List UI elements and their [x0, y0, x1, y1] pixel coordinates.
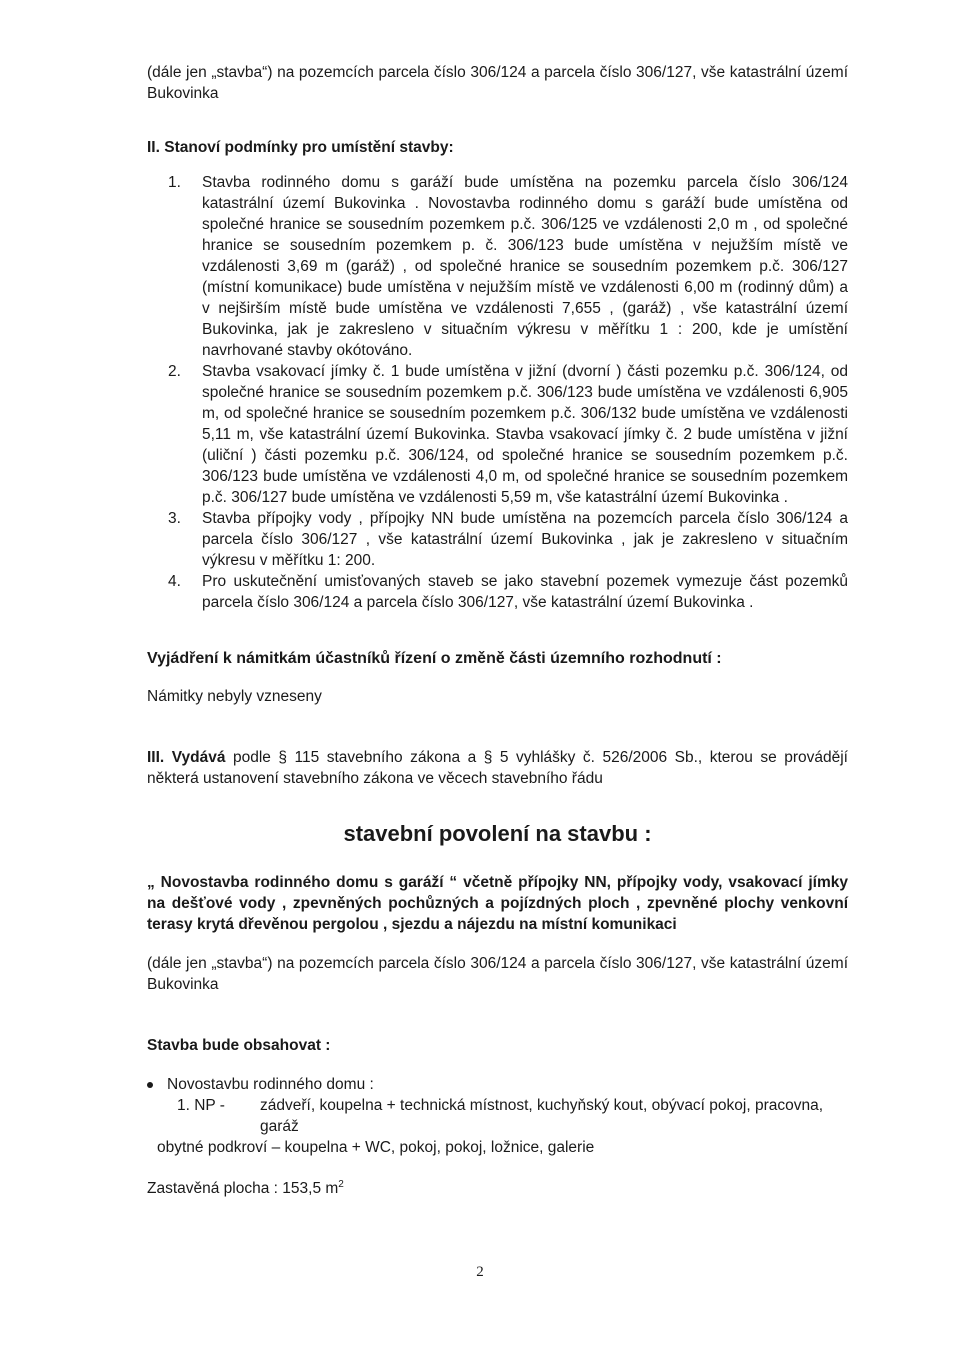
condition-text: Stavba vsakovací jímky č. 1 bude umístěna v jižní (dvorní ) části pozemku p.č. 306/124, od společné hranice se sousedním pozemkem p.č. 306/123 bude umístěna ve vzdálenosti 6,905 m, od společné hranice se sousedním pozemkem p.č. 306/132 bude umístěna ve vzdálenosti 5,11 m, vše katastrální území Bukovinka. Stavba vsakovací jímky č. 2 bude umístěna v jižní (uliční ) části pozemku p.č. 306/124, od společné hranice se sousedním pozemkem p.č. 306/123 bude umístěna ve vzdálenosti 4,0 m, od společné hranice se sousedním pozemkem p.č. 306/127 bude umístěna ve vzdálenosti 5,59 m, vše katastrální území Bukovinka .: [202, 363, 848, 506]
permit-title: stavební povolení na stavbu :: [343, 821, 652, 846]
objections-heading: Vyjádření k námitkám účastníků řízení o změně části územního rozhodnutí :: [147, 650, 722, 667]
section-3-label: III. Vydává: [147, 749, 226, 766]
bullet-icon: [147, 1082, 153, 1088]
floor-1-label: 1. NP -: [177, 1097, 225, 1114]
project-title: „ Novostavba rodinného domu s garáží “ včetně přípojky NN, přípojky vody, vsakovací jímky na dešťové vody , zpevněných pochůzných a pojízdných ploch , zpevněné plochy venkovní terasy krytá dřevěnou pergolou , sjezdu a nájezdu na místní komunikaci: [147, 874, 848, 933]
intro-paragraph: (dále jen „stavba“) na pozemcích parcela číslo 306/124 a parcela číslo 306/127, vše katastrální území Bukovinka: [147, 64, 848, 102]
conditions-list: [147, 172, 848, 613]
condition-item-4: [147, 571, 848, 613]
contents-heading: Stavba bude obsahovat :: [147, 1037, 331, 1054]
page-number: 2: [476, 1264, 484, 1280]
section-3-text: podle § 115 stavebního zákona a § 5 vyhlášky č. 526/2006 Sb., kterou se provádějí některá ustanovení stavebního zákona ve věcech stavebního řádu: [147, 749, 848, 787]
condition-item-3: [147, 508, 848, 571]
built-area-unit-exponent: 2: [338, 1178, 344, 1190]
condition-text: Pro uskutečnění umisťovaných staveb se jako stavební pozemek vymezuje část pozemků parcela číslo 306/124 a parcela číslo 306/127, vše katastrální území Bukovinka .: [202, 573, 848, 611]
built-area-label: Zastavěná plocha : 153,5 m: [147, 1180, 339, 1197]
floor-1-row: [167, 1095, 848, 1137]
condition-number: 4.: [168, 573, 181, 590]
contents-bullet-text: Novostavbu rodinného domu :: [167, 1076, 374, 1093]
condition-item-2: [147, 361, 848, 508]
objections-text: Námitky nebyly vzneseny: [147, 688, 322, 705]
attic-text: obytné podkroví – koupelna + WC, pokoj, pokoj, ložnice, galerie: [157, 1139, 595, 1156]
condition-item-1: [147, 172, 848, 361]
built-area: [147, 1178, 848, 1199]
condition-number: 2.: [168, 363, 181, 380]
condition-text: Stavba přípojky vody , přípojky NN bude umístěna na pozemcích parcela číslo 306/124 a parcela číslo 306/127 , vše katastrální území Bukovinka , jak je zakresleno v situačním výkresu v měřítku 1: 200.: [202, 510, 848, 569]
condition-number: 1.: [168, 174, 181, 191]
project-location: (dále jen „stavba“) na pozemcích parcela číslo 306/124 a parcela číslo 306/127, vše katastrální území Bukovinka: [147, 955, 848, 993]
section-2-heading: II. Stanoví podmínky pro umístění stavby:: [147, 139, 454, 156]
condition-text: Stavba rodinného domu s garáží bude umístěna na pozemku parcela číslo 306/124 katastrální území Bukovinka . Novostavba rodinného domu s garáží bude umístěna od společné hranice se sousedním pozemkem p.č. 306/125 ve vzdálenosti 2,0 m , od společné hranice se sousedním pozemkem p. č. 306/123 bude umístěna v nejužším místě ve vzdálenosti 3,69 m (garáž) , od společné hranice se sousedním pozemkem p.č. 306/127 (místní komunikace) bude umístěna v nejužším místě ve vzdálenosti 6,00 m (rodinný dům) a v nejširším místě bude umístěna ve vzdálenosti 7,655 , (garáž) , vše katastrální území Bukovinka, jak je zakresleno v situačním výkresu v měřítku 1 : 200, kde je umístění navrhované stavby okótováno.: [202, 174, 848, 359]
contents-bullet: [147, 1074, 848, 1137]
section-3-paragraph: [147, 747, 848, 789]
floor-1-text: zádveří, koupelna + technická místnost, kuchyňský kout, obývací pokoj, pracovna, garáž: [260, 1097, 824, 1135]
condition-number: 3.: [168, 510, 181, 527]
